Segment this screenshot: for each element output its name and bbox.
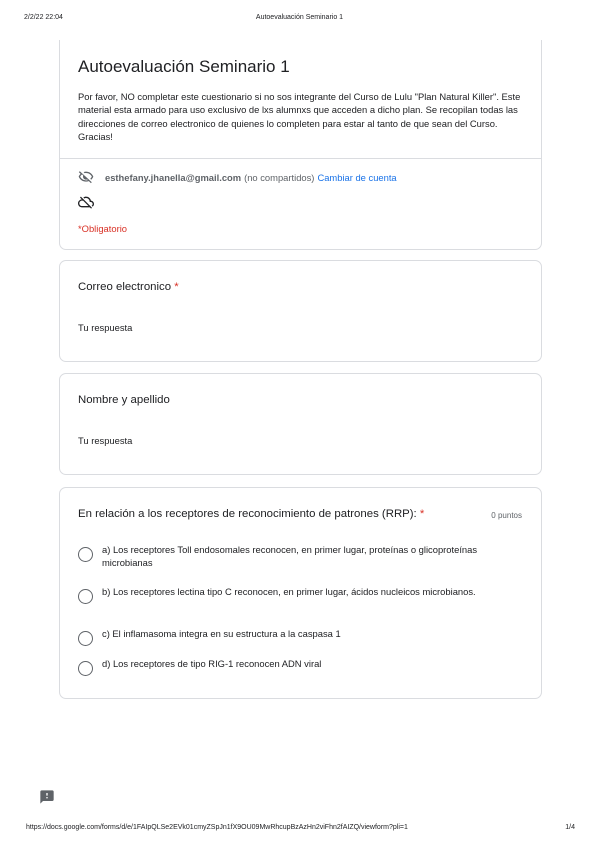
question-label-name (78, 394, 170, 406)
required-star: * (174, 281, 179, 293)
print-url: https://docs.google.com/forms/d/e/1FAIpQLSe2EVk01cmyZSpJn1fX9OU09MwRhcupBzAzHn2viFhn2fAIZQ/viewform?pli=1 (26, 824, 408, 831)
form-title: Autoevaluación Seminario 1 (78, 57, 290, 76)
form-description: Por favor, NO completar este cuestionario si no sos integrante del Curso de Lulu "Plan Natural Killer". Este material esta armado para uso exclusivo de lxs alumnxs que acceden a dicho plan. Se recopilan todas las direcciones de correo electronico de quienes lo completen para estar al tanto de que sean del Curso. Gracias! (78, 91, 521, 142)
option-label: a) Los receptores Toll endosomales reconocen, en primer lugar, proteínas o glicoproteínas microbianas (102, 544, 478, 569)
option-a[interactable] (78, 543, 492, 570)
switch-account-link[interactable]: Cambiar de cuenta (317, 171, 397, 183)
required-star: * (419, 508, 425, 520)
question-label-rrp (78, 508, 424, 520)
question-label-text: Correo electronico (78, 281, 172, 293)
print-doc-title: Autoevaluación Seminario 1 (255, 14, 344, 21)
account-email: esthefany.jhanella@gmail.com (105, 171, 242, 183)
question-points: 0 puntos (491, 511, 522, 520)
name-answer-input[interactable]: Tu respuesta (78, 435, 133, 446)
radio-button[interactable] (78, 631, 93, 646)
email-answer-input[interactable]: Tu respuesta (78, 322, 133, 333)
cloud-off-icon (78, 194, 94, 210)
radio-button[interactable] (78, 547, 93, 562)
option-label: c) El inflamasoma integra en su estructura a la caspasa 1 (102, 628, 341, 639)
option-c[interactable] (78, 627, 492, 646)
option-label: d) Los receptores de tipo RIG-1 reconocen ADN viral (102, 658, 322, 669)
print-page-number: 1/4 (565, 824, 575, 831)
eye-off-icon (78, 169, 94, 185)
option-b[interactable] (78, 585, 492, 604)
option-d[interactable] (78, 657, 492, 676)
account-row (78, 169, 397, 185)
radio-button[interactable] (78, 589, 93, 604)
option-label: b) Los receptores lectina tipo C reconocen, en primer lugar, ácidos nucleicos microbianos. (102, 586, 476, 597)
question-card-rrp (59, 487, 542, 699)
radio-button[interactable] (78, 661, 93, 676)
print-date: 2/2/22 22:04 (24, 14, 63, 21)
header-divider (60, 158, 541, 159)
question-card-name (59, 373, 542, 475)
question-label-text: Nombre y apellido (78, 394, 170, 406)
question-card-email (59, 260, 542, 362)
not-shared-note: (no compartidos) (244, 171, 315, 183)
question-label-email (78, 281, 179, 293)
question-label-text: En relación a los receptores de reconocimiento de patrones (RRP): (78, 508, 417, 520)
feedback-icon[interactable] (39, 789, 55, 805)
required-note: *Obligatorio (78, 223, 127, 234)
print-header (0, 14, 599, 26)
form-header-card (59, 40, 542, 250)
